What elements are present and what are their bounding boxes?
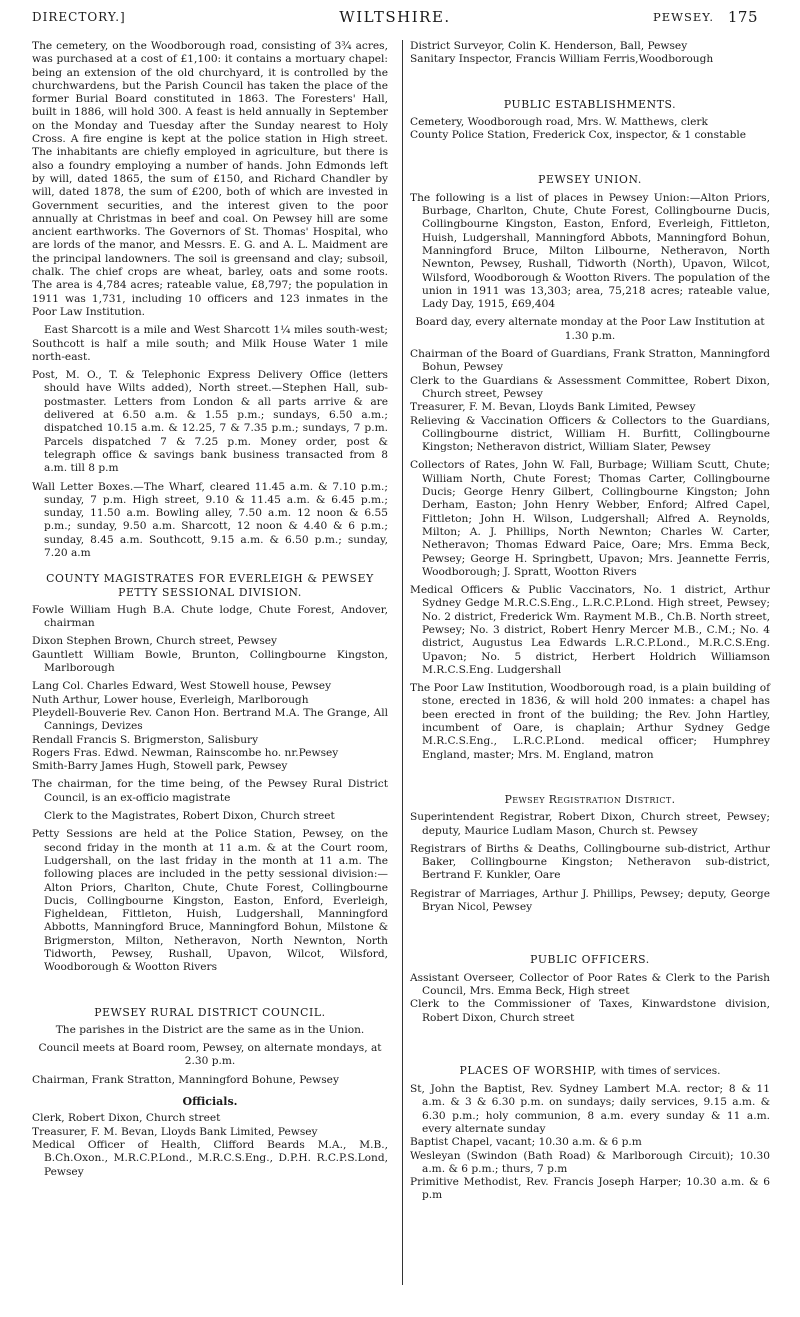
union-officer-entry: Chairman of the Board of Guardians, Frank Stratton, Manningford Bohun, Pewsey (410, 348, 770, 374)
union-places: The following is a list of places in Pewsey Union:—Alton Priors, Burbage, Charlton, Chute, Chute Forest, Collingbourne Ducis, Collingbourne Kingston, Easton, Enford, Everleigh, Fittleton, Huish, Ludgershall, Manningford Abbots, Manningford Bohun, Manningford Bruce, Milton Lilbourne, Netheravon, North Newnton, Pewsey, Rushall, Tidworth (North), Upavon, Wilcot, Wilsford, Woodborough & Wootton Rivers. The population of the union in 1911 was 13,303; area, 75,218 acres; rateable value, Lady Day, 1915, £69,404 (410, 191, 770, 311)
establishment-entry: County Police Station, Frederick Cox, inspector, & 1 constable (410, 129, 747, 142)
medical-officers: Medical Officers & Public Vaccinators, No. 1 district, Arthur Sydney Gedge M.R.C.S.Eng., L.R.C.P.Lond. High street, Pewsey; No. 2 district, Frederick Wm. Rayment M.B., Ch.B. North street, Pewsey; No. 3 district, Robert Henry Mercer M.B., C.M.; No. 4 district, Augustus Lea Edwards L.R.C.P.Lond., M.R.C.S.Eng. Upavon; No. 5 district, Herbert Holdrich Williamson M.R.C.S.Eng. Ludgershall (410, 584, 770, 676)
union-officer-entry: Relieving & Vaccination Officers & Collectors to the Guardians, Collingbourne district, William H. Burfitt, Collingbourne Kingston; Netheravon district, William Slater, Pewsey (410, 414, 770, 454)
establishment-entry: Cemetery, Woodborough road, Mrs. W. Matthews, clerk (410, 115, 708, 128)
worship-entry: St, John the Baptist, Rev. Sydney Lambert M.A. rector; 8 & 11 a.m. & 3 & 6.30 p.m. on sundays; daily services, 9.15 a.m. & 6.30 p.m.; holy communion, 8 a.m. every sunday & 11 a.m. every alternate sunday (410, 1083, 770, 1135)
running-head-county: WILTSHIRE. (339, 8, 451, 26)
public-officers-heading: PUBLIC OFFICERS. (530, 953, 650, 967)
magistrate-entry: Smith-Barry James Hugh, Stowell park, Pewsey (32, 760, 288, 773)
district-surveyor: District Surveyor, Colin K. Henderson, Ball, Pewsey (410, 40, 688, 52)
worship-entry: Primitive Methodist, Rev. Francis Joseph Harper; 10.30 a.m. & 6 p.m (410, 1176, 770, 1202)
public-officer-entry: Clerk to the Commissioner of Taxes, Kinwardstone division, Robert Dixon, Church street (410, 998, 770, 1024)
worship-heading-title: PLACES OF WORSHIP, (459, 1063, 597, 1077)
hamlets-paragraph: East Sharcott is a mile and West Sharcott 1¼ miles south-west; Southcott is half a mile south; and Milk House Water 1 mile north-east. (32, 324, 388, 363)
collectors-of-rates: Collectors of Rates, John W. Fall, Burbage; William Scutt, Chute; William North, Chute Forest; Thomas Carter, Collingbourne Ducis; George Henry Gilbert, Collingbourne Kingston; John Derham, Easton; John Henry Webber, Enford; Alfred Capel, Fittleton; John H. Wilson, Ludgershall; Alfred A. Reynolds, Milton; A. J. Phillips, North Newnton; Charles W. Carter, Netheravon; Thomas Edward Paice, Oare; Mrs. Emma Beck, Pewsey; George H. Springbett, Upavon; Mrs. Jeannette Ferris, Woodborough; J. Spratt, Wootton Rivers (410, 459, 770, 578)
intro-paragraph: The cemetery, on the Woodborough road, consisting of 3¾ acres, was purchased at a cost of £1,100: it contains a mortuary chapel: being an extension of the old churchyard, it is controlled by the churchwardens, but the Parish Council has taken the place of the former Burial Board constituted in 1863. The Foresters' Hall, built in 1886, will hold 300. A feast is held annually in September on the Monday and Tuesday after the Sunday nearest to Holy Cross. A fire engine is kept at the police station in High street. The inhabitants are chiefly employed in agriculture, but there is also a foundry employing a number of hands. John Edmonds left by will, dated 1865, the sum of £150, and Richard Chandler by will, dated 1878, the sum of £200, both of which are invested in Government securities, and the interest given to the poor annually at Christmas in beef and coal. On Pewsey hill are some ancient earthworks. The Governors of St. Thomas' Hospital, who are lords of the manor, and Messrs. E. G. and A. L. Maidment are the principal landowners. The soil is greensand and clay; subsoil, chalk. The chief crops are wheat, barley, oats and some roots. The area is 4,784 acres; rateable value, £8,797; the population in 1911 was 1,731, including 10 officers and 123 inmates in the Poor Law Institution. (32, 40, 388, 318)
registration-district-heading: Pewsey Registration District. (504, 792, 676, 806)
wall-letter-boxes-entry: Wall Letter Boxes.—The Wharf, cleared 11.45 a.m. & 7.10 p.m.; sunday, 7 p.m. High street, 9.10 & 11.45 a.m. & 6.45 p.m.; sunday, 11.50 a.m. Bowling alley, 7.50 a.m. 12 noon & 6.55 p.m.; sunday, 9.50 a.m. Sharcott, 12 noon & 4.40 & 6 p.m.; sunday, 8.45 a.m. Southcott, 9.15 a.m. & 6.50 p.m.; sunday, 7.20 a.m (32, 480, 388, 559)
worship-heading-suffix: with times of services. (601, 1064, 721, 1077)
magistrate-entry: Rendall Francis S. Brigmerston, Salisbury (32, 733, 259, 746)
registration-entry: Registrar of Marriages, Arthur J. Phillips, Pewsey; deputy, George Bryan Nicol, Pewsey (410, 887, 770, 914)
pewsey-union-heading: PEWSEY UNION. (538, 173, 642, 187)
magistrate-entry: Gauntlett William Bowle, Brunton, Collingbourne Kingston, Marlborough (32, 648, 388, 675)
registration-entry: Superintendent Registrar, Robert Dixon, Church street, Pewsey; deputy, Maurice Ludlam Mason, Church st. Pewsey (410, 811, 770, 837)
union-officer-entry: Treasurer, F. M. Bevan, Lloyds Bank Limited, Pewsey (410, 401, 696, 414)
running-head-place: PEWSEY. (653, 10, 714, 24)
public-officer-entry: Assistant Overseer, Collector of Poor Rates & Clerk to the Parish Council, Mrs. Emma Beck, High street (410, 971, 770, 997)
official-entry: Clerk, Robert Dixon, Church street (32, 1112, 221, 1125)
magistrate-entry: Nuth Arthur, Lower house, Everleigh, Marlborough (32, 693, 309, 706)
officials-heading: Officials. (182, 1095, 238, 1109)
public-establishments-heading: PUBLIC ESTABLISHMENTS. (503, 97, 677, 111)
page-number: 175 (727, 8, 758, 26)
board-day: Board day, every alternate monday at the Poor Law Institution at 1.30 p.m. (415, 316, 765, 342)
magistrate-entry: Dixon Stephen Brown, Church street, Pewsey (32, 635, 278, 648)
page-header (32, 8, 758, 28)
running-head-left: DIRECTORY.] (32, 10, 126, 24)
official-entry: Medical Officer of Health, Clifford Beards M.A., M.B., B.Ch.Oxon., M.R.C.P.Lond., M.R.C.S.Eng., D.P.H. R.C.P.S.Lond, Pewsey (32, 1138, 388, 1178)
magistrate-entry: Fowle William Hugh B.A. Chute lodge, Chute Forest, Andover, chairman (32, 603, 388, 630)
column-divider (402, 40, 403, 1285)
sanitary-inspector: Sanitary Inspector, Francis William Ferris,Woodborough (410, 53, 714, 66)
official-entry: Treasurer, F. M. Bevan, Lloyds Bank Limited, Pewsey (32, 1125, 318, 1138)
magistrate-entry: Pleydell-Bouverie Rev. Canon Hon. Bertrand M.A. The Grange, All Cannings, Devizes (32, 706, 388, 733)
poor-law-institution: The Poor Law Institution, Woodborough road, is a plain building of stone, erected in 1836, & will hold 200 inmates: a chapel has been erected in front of the building; the Rev. John Hartley, incumbent of Oare, is chaplain; Arthur Sydney Gedge M.R.C.S.Eng., L.R.C.P.Lond. medical officer; Humphrey England, master; Mrs. M. England, matron (410, 682, 770, 761)
rdc-parishes: The parishes in the District are the same as in the Union. (55, 1023, 365, 1036)
ex-officio-note: The chairman, for the time being, of the Pewsey Rural District Council, is an ex-officio magistrate (32, 778, 388, 804)
right-column (410, 40, 770, 1208)
worship-entry: Baptist Chapel, vacant; 10.30 a.m. & 6 p.m (410, 1136, 642, 1149)
rdc-meets: Council meets at Board room, Pewsey, on alternate mondays, at 2.30 p.m. (38, 1042, 382, 1068)
post-office-entry: Post, M. O., T. & Telephonic Express Delivery Office (letters should have Wilts added), North street.—Stephen Hall, sub-postmaster. Letters from London & all parts arrive & are delivered at 6.50 a.m. & 1.55 p.m.; sundays, 6.50 a.m.; dispatched 10.15 a.m. & 12.25, 7 & 7.35 p.m.; sundays, 7 p.m. Parcels dispatched 7 & 7.25 p.m. Money order, post & telegraph office & savings bank business transacted from 8 a.m. till 8 p.m (32, 369, 388, 475)
rdc-chairman: Chairman, Frank Stratton, Manningford Bohune, Pewsey (32, 1073, 339, 1086)
places-of-worship-heading (410, 1064, 770, 1078)
left-column (32, 40, 388, 1184)
union-officer-entry: Clerk to the Guardians & Assessment Committee, Robert Dixon, Church street, Pewsey (410, 374, 770, 400)
magistrate-entry: Lang Col. Charles Edward, West Stowell house, Pewsey (32, 680, 332, 693)
petty-sessions-entry: Petty Sessions are held at the Police Station, Pewsey, on the second friday in the month at 11 a.m. & at the Court room, Ludgershall, on the last friday in the month at 11 a.m. The following places are included in the petty sessional division:—Alton Priors, Charlton, Chute, Chute Forest, Collingbourne Ducis, Collingbourne Kingston, Easton, Enford, Everleigh, Figheldean, Fittleton, Huish, Ludgershall, Manningford Abbotts, Manningford Bruce, Manningford Bohun, Milstone & Brigmerston, Milton, Netheravon, North Newnton, North Tidworth, Pewsey, Rushall, Upavon, Wilcot, Wilsford, Woodborough & Wootton Rivers (32, 828, 388, 974)
clerk-to-magistrates: Clerk to the Magistrates, Robert Dixon, Church street (44, 810, 335, 823)
registration-entry: Registrars of Births & Deaths, Collingbourne sub-district, Arthur Baker, Collingbourne Kingston; Netheravon sub-district, Bertrand F. Kunkler, Oare (410, 842, 770, 882)
magistrates-heading: COUNTY MAGISTRATES FOR EVERLEIGH & PEWSEY PETTY SESSIONAL DIVISION. (46, 572, 374, 599)
worship-entry: Wesleyan (Swindon (Bath Road) & Marlborough Circuit); 10.30 a.m. & 6 p.m.; thurs, 7 p.m (410, 1149, 770, 1175)
magistrate-entry: Rogers Fras. Edwd. Newman, Rainscombe ho. nr.Pewsey (32, 746, 339, 759)
rdc-heading: PEWSEY RURAL DISTRICT COUNCIL. (94, 1005, 326, 1019)
